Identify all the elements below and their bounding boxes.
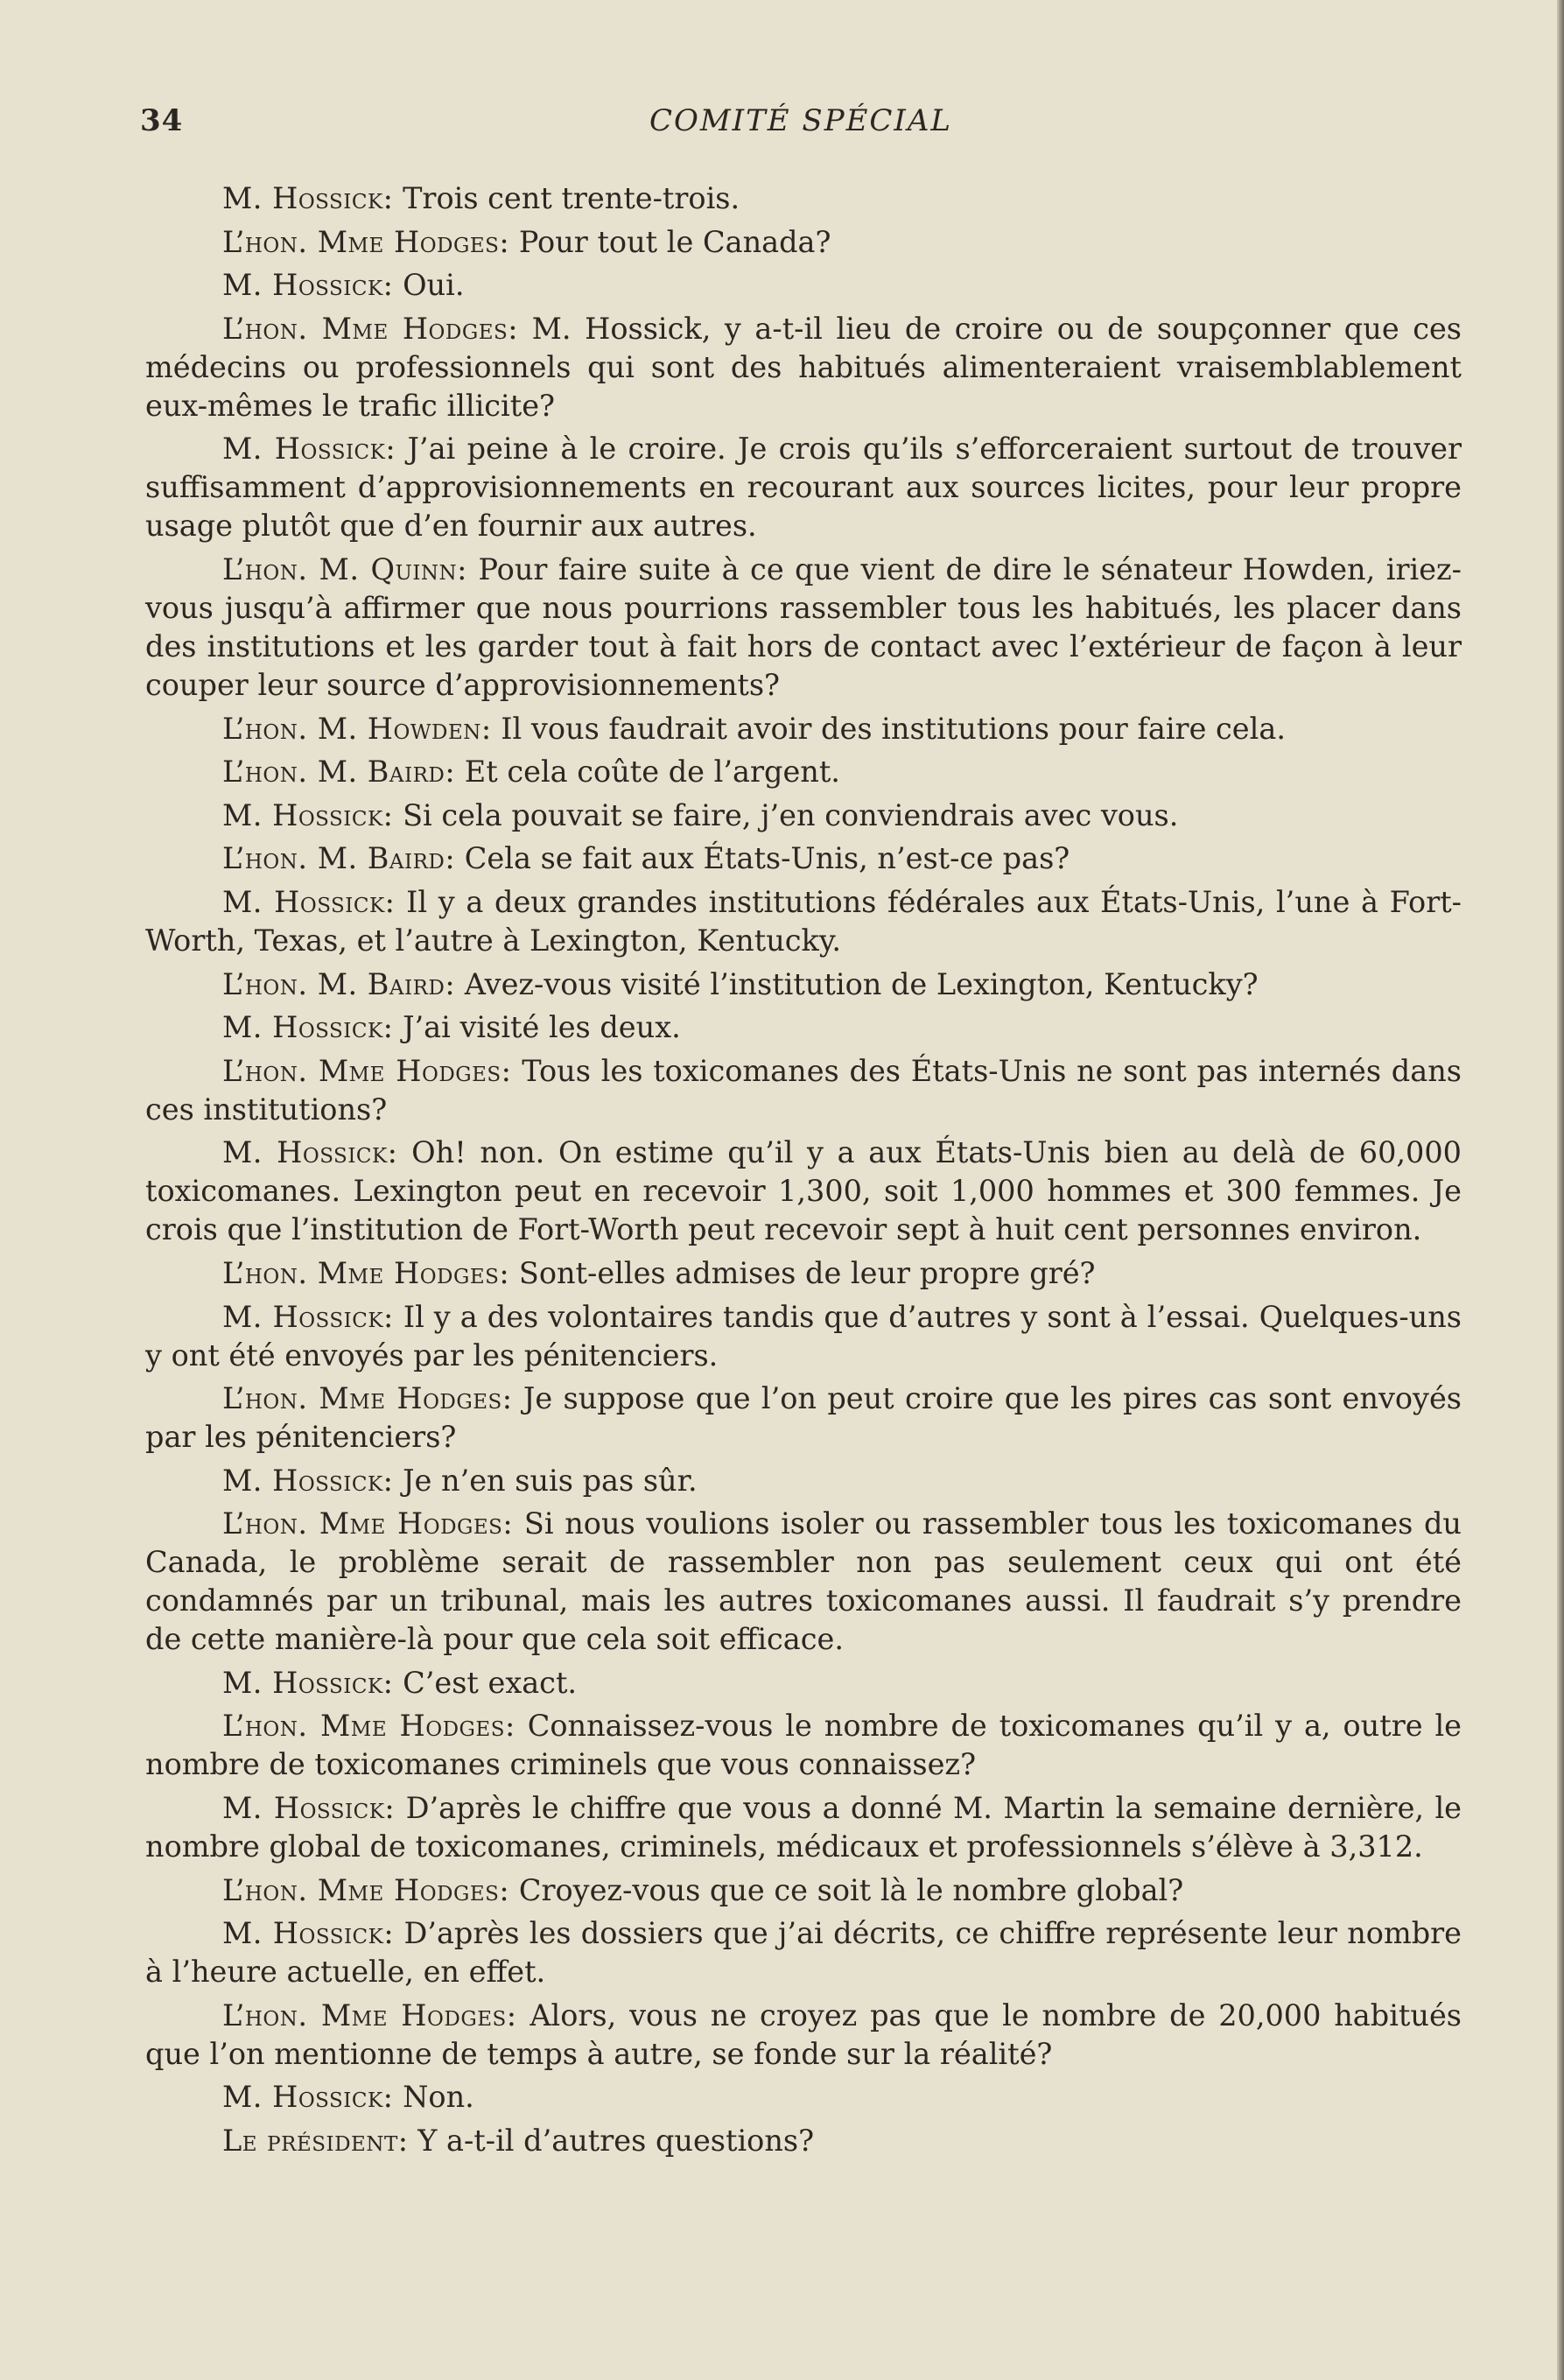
speech-text: Je suppose que l’on peut croire que les pires cas sont envoyés par les pénitenciers? [145, 1381, 1462, 1455]
transcript-paragraph [145, 1505, 1462, 1659]
speech-text: Croyez-vous que ce soit là le nombre global? [509, 1872, 1184, 1907]
speech-text: Pour tout le Canada? [509, 224, 831, 259]
speaker-name: L’hon. Mme Hodges: [222, 1872, 510, 1907]
speech-text: Je n’en suis pas sûr. [393, 1463, 698, 1498]
transcript-paragraph [145, 1052, 1462, 1129]
speech-text: Si nous voulions isoler ou rassembler tous les toxicomanes du Canada, le problème serait de rassembler non pas seulement ceux qui ont été condamnés par un tribunal, mais les autres toxicomanes aussi. Il faudrait s’y prendre de cette manière-là pour que cela soit efficace. [145, 1506, 1462, 1657]
speech-text: Il y a deux grandes institutions fédérales aux États-Unis, l’une à Fort-Worth, Texas, et l’autre à Lexington, Kentucky. [145, 884, 1462, 958]
transcript-paragraph [145, 839, 1462, 878]
speaker-name: L’hon. Mme Hodges: [222, 1506, 514, 1541]
speaker-name: L’hon. Mme Hodges: [222, 224, 510, 259]
transcript-paragraph [145, 1707, 1462, 1784]
speech-text: Alors, vous ne croyez pas que le nombre de 20,000 habitués que l’on mentionne de temps à autre, se fonde sur la réalité? [145, 1997, 1462, 2071]
transcript-paragraph [145, 1664, 1462, 1703]
speech-text: C’est exact. [393, 1665, 578, 1700]
speech-text: Oh! non. On estime qu’il y a aux États-Unis bien au delà de 60,000 toxicomanes. Lexington peut en recevoir 1,300, soit 1,000 hommes et 300 femmes. Je crois que l’institution de Fort-Worth peut recevoir sept à huit cent personnes environ. [145, 1135, 1462, 1247]
speaker-name: M. Hossick: [222, 1299, 394, 1334]
speech-text: Il y a des volontaires tandis que d’autres y sont à l’essai. Quelques-uns y ont été envoyés par les pénitenciers. [145, 1299, 1462, 1373]
transcript-paragraph [145, 753, 1462, 791]
speaker-name: M. Hossick: [222, 1463, 394, 1498]
transcript-paragraph [145, 797, 1462, 835]
speaker-name: L’hon. Mme Hodges: [222, 1709, 515, 1744]
speaker-name: M. Hossick: [222, 2080, 394, 2115]
transcript-paragraph [145, 2122, 1462, 2160]
speech-text: Cela se fait aux États-Unis, n’est-ce pas? [455, 841, 1070, 876]
speech-text: Et cela coûte de l’argent. [455, 755, 840, 790]
running-title: COMITÉ SPÉCIAL [649, 103, 952, 138]
speaker-name: L’hon. Mme Hodges: [222, 311, 519, 346]
transcript-paragraph [145, 1380, 1462, 1457]
transcript-paragraph [145, 430, 1462, 545]
speech-text: Trois cent trente-trois. [393, 181, 740, 215]
transcript-paragraph [145, 1914, 1462, 1991]
transcript-paragraph [145, 1254, 1462, 1293]
transcript-paragraph [145, 1008, 1462, 1047]
speaker-name: L’hon. Mme Hodges: [222, 1053, 512, 1088]
transcript-paragraph [145, 1298, 1462, 1375]
speaker-name: L’hon. M. Baird: [222, 755, 456, 790]
transcript-paragraph [145, 1134, 1462, 1249]
speech-text: Y a-t-il d’autres questions? [408, 2124, 815, 2159]
speaker-name: M. Hossick: [222, 1135, 398, 1170]
speaker-name: M. Hossick: [222, 797, 394, 832]
speaker-name: Le président: [222, 2124, 409, 2159]
speaker-name: M. Hossick: [222, 1010, 394, 1045]
speaker-name: L’hon. M. Baird: [222, 966, 456, 1001]
speaker-name: M. Hossick: [222, 884, 396, 919]
transcript-paragraph [145, 1997, 1462, 2074]
transcript-paragraph [145, 266, 1462, 305]
speaker-name: M. Hossick: [222, 1665, 394, 1700]
transcript-paragraph [145, 1871, 1462, 1910]
transcript-paragraph [145, 710, 1462, 748]
speaker-name: L’hon. M. Baird: [222, 841, 456, 876]
transcript-paragraph [145, 2078, 1462, 2117]
speech-text: J’ai peine à le croire. Je crois qu’ils s’efforceraient surtout de trouver suffisamment d’approvisionnements en recourant aux sources licites, pour leur propre usage plutôt que d’en fournir aux autres. [145, 432, 1462, 544]
speaker-name: M. Hossick: [222, 181, 394, 215]
speaker-name: L’hon. M. Howden: [222, 711, 492, 746]
speech-text: M. Hossick, y a-t-il lieu de croire ou de soupçonner que ces médecins ou professionnels qui sont des habitués alimenteraient vraisemblablement eux-mêmes le trafic illicite? [145, 311, 1462, 423]
speaker-name: M. Hossick: [222, 432, 396, 467]
speaker-name: M. Hossick: [222, 268, 394, 303]
speaker-name: M. Hossick: [222, 1916, 395, 1951]
speech-text: Tous les toxicomanes des États-Unis ne sont pas internés dans ces institutions? [145, 1053, 1462, 1127]
page-header [140, 103, 1462, 156]
transcript-paragraph [145, 223, 1462, 262]
transcript-paragraph [145, 310, 1462, 425]
speech-text: Avez-vous visité l’institution de Lexington, Kentucky? [455, 966, 1259, 1001]
speaker-name: L’hon. M. Quinn: [222, 551, 467, 586]
speech-text: D’après le chiffre que vous a donné M. Martin la semaine dernière, le nombre global de toxicomanes, criminels, médicaux et professionnels s’élève à 3,312. [145, 1791, 1462, 1864]
speech-text: Oui. [393, 268, 465, 303]
page-number: 34 [140, 103, 184, 138]
speech-text: Connaissez-vous le nombre de toxicomanes qu’il y a, outre le nombre de toxicomanes criminels que vous connaissez? [145, 1709, 1462, 1782]
speech-text: Non. [393, 2080, 474, 2115]
speaker-name: M. Hossick: [222, 1791, 396, 1826]
speech-text: D’après les dossiers que j’ai décrits, ce chiffre représente leur nombre à l’heure actuelle, en effet. [145, 1916, 1462, 1990]
speech-text: Il vous faudrait avoir des institutions pour faire cela. [491, 711, 1286, 746]
transcript-paragraph [145, 883, 1462, 960]
page-edge-shadow [1557, 0, 1564, 2380]
speech-text: Si cela pouvait se faire, j’en conviendrais avec vous. [393, 797, 1179, 832]
transcript-paragraph [145, 1789, 1462, 1866]
speech-text: Pour faire suite à ce que vient de dire le sénateur Howden, iriez-vous jusqu’à affirmer que nous pourrions rassembler tous les habitués, les placer dans des institutions et les garder tout à fait hors de contact avec l’extérieur de façon à leur couper leur source d’approvisionnements? [145, 551, 1462, 702]
transcript-paragraph [145, 965, 1462, 1004]
speech-text: Sont-elles admises de leur propre gré? [509, 1255, 1096, 1290]
transcript-paragraph [145, 551, 1462, 705]
speaker-name: L’hon. Mme Hodges: [222, 1381, 513, 1416]
speech-text: J’ai visité les deux. [393, 1010, 681, 1045]
transcript-body [145, 179, 1462, 2166]
speaker-name: L’hon. Mme Hodges: [222, 1255, 510, 1290]
transcript-paragraph [145, 179, 1462, 218]
speaker-name: L’hon. Mme Hodges: [222, 1997, 517, 2032]
transcript-paragraph [145, 1462, 1462, 1500]
